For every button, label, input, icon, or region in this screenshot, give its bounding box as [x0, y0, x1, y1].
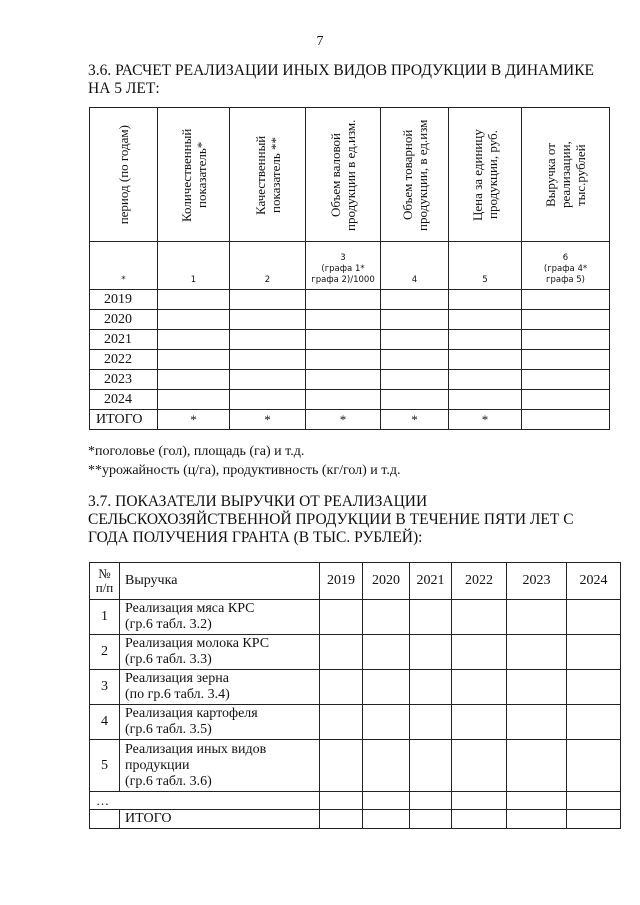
header-year: 2021 — [410, 563, 452, 600]
table-row — [90, 600, 621, 635]
header-year: 2019 — [320, 563, 363, 600]
table-row — [90, 350, 610, 370]
table-3-7 — [89, 562, 621, 829]
table-3-6-total-row — [90, 410, 610, 430]
column-header: Объем валовой продукции в ед.изм. — [328, 118, 358, 231]
column-number: 6 (графа 4* графа 5) — [522, 242, 610, 290]
footnote: *поголовье (гол), площадь (га) и т.д. — [88, 444, 305, 459]
row-name: Реализация иных видов продукции (гр.6 табл. 3.6) — [120, 740, 320, 792]
header-year: 2023 — [507, 563, 567, 600]
ellipsis-cell: … — [90, 792, 320, 810]
year-cell: 2021 — [90, 330, 158, 350]
table-row — [90, 310, 610, 330]
row-name: Реализация мяса КРС (гр.6 табл. 3.2) — [120, 600, 320, 635]
column-header: Количественный показатель* — [178, 127, 209, 222]
column-header: Выручка от реализации, тыс.рублей — [543, 141, 588, 208]
page-number: 7 — [316, 34, 324, 49]
column-number: 1 — [158, 242, 230, 290]
table-row — [90, 740, 621, 792]
header-year: 2020 — [363, 563, 410, 600]
header-year: 2022 — [452, 563, 507, 600]
row-name: Реализация картофеля (гр.6 табл. 3.5) — [120, 705, 320, 740]
table-3-7-total-row — [90, 810, 621, 829]
total-mark: * — [381, 410, 449, 430]
year-cell: 2022 — [90, 350, 158, 370]
header-year: 2024 — [567, 563, 621, 600]
total-label: ИТОГО — [120, 810, 320, 829]
row-number: 4 — [90, 705, 120, 740]
table-row — [90, 635, 621, 670]
year-cell: 2019 — [90, 290, 158, 310]
column-header: период (по годам) — [116, 124, 131, 225]
section-3-6-heading: 3.6. РАСЧЕТ РЕАЛИЗАЦИИ ИНЫХ ВИДОВ ПРОДУКЦИИ В ДИНАМИКЕ НА 5 ЛЕТ: — [88, 62, 595, 97]
year-cell: 2024 — [90, 390, 158, 410]
table-row — [90, 705, 621, 740]
column-number: 5 — [449, 242, 522, 290]
section-3-7-heading: 3.7. ПОКАЗАТЕЛИ ВЫРУЧКИ ОТ РЕАЛИЗАЦИИ СЕЛЬСКОХОЗЯЙСТВЕННОЙ ПРОДУКЦИИ В ТЕЧЕНИЕ ПЯТИ ЛЕТ С ГОДА ПОЛУЧЕНИЯ ГРАНТА (В ТЫС. РУБЛЕЙ): — [88, 493, 574, 546]
table-row — [90, 370, 610, 390]
total-label: ИТОГО — [90, 410, 158, 430]
table-row — [90, 290, 610, 310]
table-row — [90, 390, 610, 410]
column-header: Качественный показатель ** — [252, 134, 283, 215]
table-row-ellipsis — [90, 792, 621, 810]
total-mark: * — [158, 410, 230, 430]
column-number: 2 — [230, 242, 306, 290]
footnote: **урожайность (ц/га), продуктивность (кг/гол) и т.д. — [88, 463, 401, 478]
column-number: * — [90, 242, 158, 290]
column-header: Объем товарной продукции, в ед.изм — [399, 118, 430, 231]
table-row — [90, 330, 610, 350]
table-row — [90, 670, 621, 705]
total-mark: * — [449, 410, 522, 430]
row-number: 5 — [90, 740, 120, 792]
total-mark[interactable] — [522, 410, 610, 430]
table-3-6-header-row — [90, 108, 610, 242]
footnotes — [88, 442, 401, 480]
column-header: Цена за единицу продукции, руб. — [470, 128, 500, 221]
column-number: 4 — [381, 242, 449, 290]
row-name: Реализация зерна (по гр.6 табл. 3.4) — [120, 670, 320, 705]
table-3-6-number-row — [90, 242, 610, 290]
total-mark: * — [306, 410, 381, 430]
row-number: 3 — [90, 670, 120, 705]
row-name: Реализация молока КРС (гр.6 табл. 3.3) — [120, 635, 320, 670]
header-revenue: Выручка — [120, 563, 320, 600]
column-number: 3 (графа 1* графа 2)/1000 — [306, 242, 381, 290]
row-number: 2 — [90, 635, 120, 670]
table-3-7-header-row — [90, 563, 621, 600]
year-cell: 2023 — [90, 370, 158, 390]
total-mark: * — [230, 410, 306, 430]
header-number: № п/п — [90, 563, 120, 600]
year-cell: 2020 — [90, 310, 158, 330]
table-3-6 — [89, 107, 610, 430]
row-number: 1 — [90, 600, 120, 635]
